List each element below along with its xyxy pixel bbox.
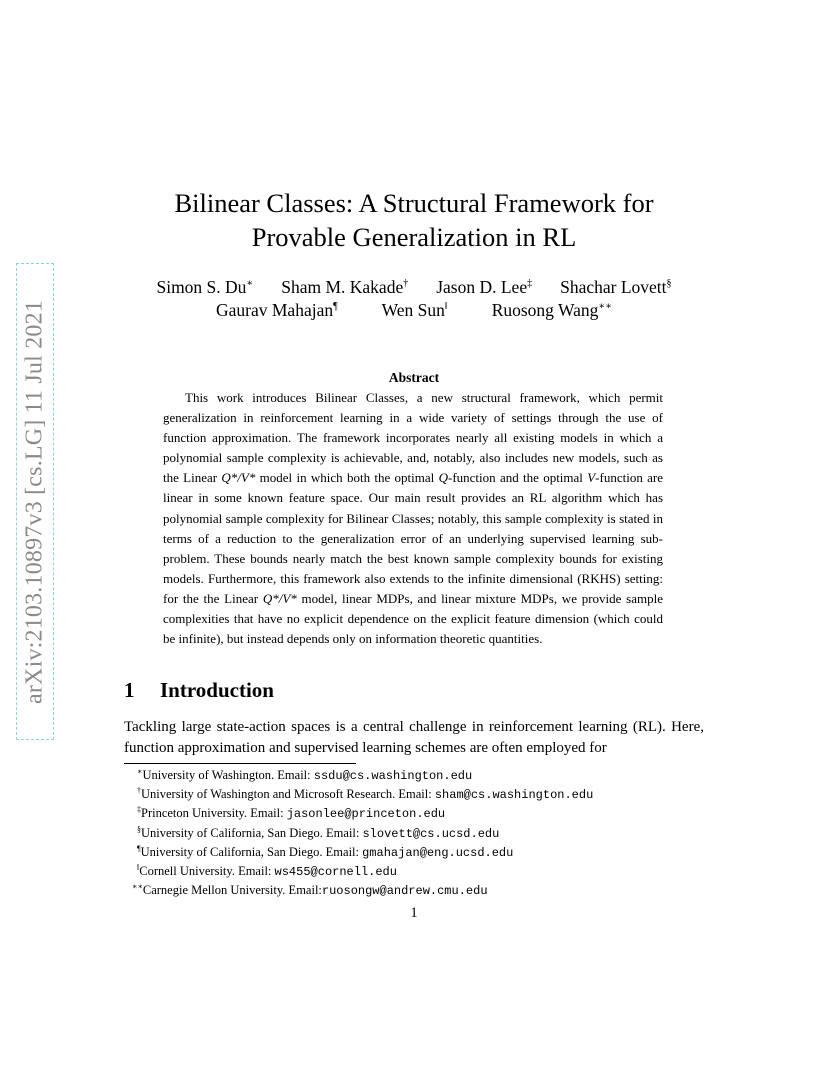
author-footnote-mark: ¶ <box>333 301 338 312</box>
page-number: 1 <box>410 905 418 921</box>
intro-paragraph: Tackling large state-action spaces is a central challenge in reinforcement learning (RL). Here, function approximation and supervised learning schemes are often employed for <box>124 719 704 756</box>
email-link[interactable]: gmahajan@eng.ucsd.edu <box>362 845 514 860</box>
author: Jason D. Lee‡ <box>436 277 533 297</box>
title-line-2: Provable Generalization in RL <box>251 222 577 252</box>
section-heading <box>124 678 274 703</box>
author-footnote-mark: † <box>403 278 409 289</box>
author-footnote-mark: ‖ <box>444 301 448 312</box>
arxiv-identifier: arXiv:2103.10897v3 [cs.LG] 11 Jul 2021 <box>21 299 48 704</box>
footnote: ∗University of Washington. Email: ssdu@cs.washington.edu <box>137 767 473 783</box>
math-expression: Q*/V* <box>221 470 256 486</box>
footnote: ¶University of California, San Diego. Email: gmahajan@eng.ucsd.edu <box>137 843 514 860</box>
author-footnote-mark: ∗∗ <box>598 301 612 312</box>
abstract-body <box>163 388 663 649</box>
title-line-1: Bilinear Classes: A Structural Framework for <box>174 188 654 218</box>
author-row-2 <box>0 300 828 321</box>
footnote-rule <box>124 763 356 764</box>
paper-title <box>0 186 828 254</box>
email-link[interactable]: ruosongw@andrew.cmu.edu <box>321 884 488 899</box>
author-footnote-mark: ‡ <box>527 278 533 289</box>
abstract-heading: Abstract <box>388 370 440 385</box>
footnote: ∗∗Carnegie Mellon University. Email:ruosongw@andrew.cmu.edu <box>132 882 488 899</box>
abstract-paragraph: This work introduces Bilinear Classes, a new structural framework, which permit generalization in reinforcement learning in a wide variety of settings through the use of function approximation. The framework incorporates nearly all existing models in which a polynomial sample complexity is achievable, and, notably, also includes new models, such as the Linear Q*/V* model in which both the optimal Q-function and the optimal V-function are linear in some known feature space. Our main result provides an RL algorithm which has polynomial sample complexity for Bilinear Classes; notably, this sample complexity is stated in terms of a reduction to the generalization error of an underlying supervised learning sub-problem. These bounds nearly match the best known sample complexity bounds for existing models. Furthermore, this framework also extends to the infinite dimensional (RKHS) setting: for the the Linear Q*/V* model, linear MDPs, and linear mixture MDPs, we provide sample complexities that have no explicit dependence on the explicit feature dimension (which could be infinite), but instead depends only on information theoretic quantities. <box>163 390 663 647</box>
author: Sham M. Kakade† <box>281 277 409 297</box>
author: Shachar Lovett§ <box>560 277 672 297</box>
math-expression: Q <box>438 470 448 486</box>
email-link[interactable]: jasonlee@princeton.edu <box>286 807 446 822</box>
author: Simon S. Du∗ <box>156 277 254 297</box>
arxiv-sidebar-stamp <box>17 264 53 739</box>
email-link[interactable]: sham@cs.washington.edu <box>434 788 594 803</box>
email-link[interactable]: ws455@cornell.edu <box>274 865 397 880</box>
author-footnote-mark: § <box>666 278 672 289</box>
section-title: Introduction <box>160 678 274 702</box>
math-expression: Q*/V* <box>262 590 297 606</box>
footnote: ‖Cornell University. Email: ws455@cornell.edu <box>137 863 397 880</box>
email-link[interactable]: ssdu@cs.washington.edu <box>313 769 473 783</box>
author-footnote-mark: ∗ <box>246 278 254 289</box>
section-number: 1 <box>124 678 135 702</box>
email-link[interactable]: slovett@cs.ucsd.edu <box>362 826 500 841</box>
footnote: ‡Princeton University. Email: jasonlee@princeton.edu <box>137 805 446 822</box>
footnotes <box>132 766 594 900</box>
author: Wen Sun‖ <box>381 300 448 320</box>
author: Ruosong Wang∗∗ <box>491 300 612 320</box>
author: Gaurav Mahajan¶ <box>216 300 338 320</box>
math-expression: V <box>587 470 596 486</box>
footnote: †University of Washington and Microsoft Research. Email: sham@cs.washington.edu <box>137 786 594 803</box>
footnote: §University of California, San Diego. Email: slovett@cs.ucsd.edu <box>137 824 500 841</box>
author-row-1 <box>0 277 828 298</box>
